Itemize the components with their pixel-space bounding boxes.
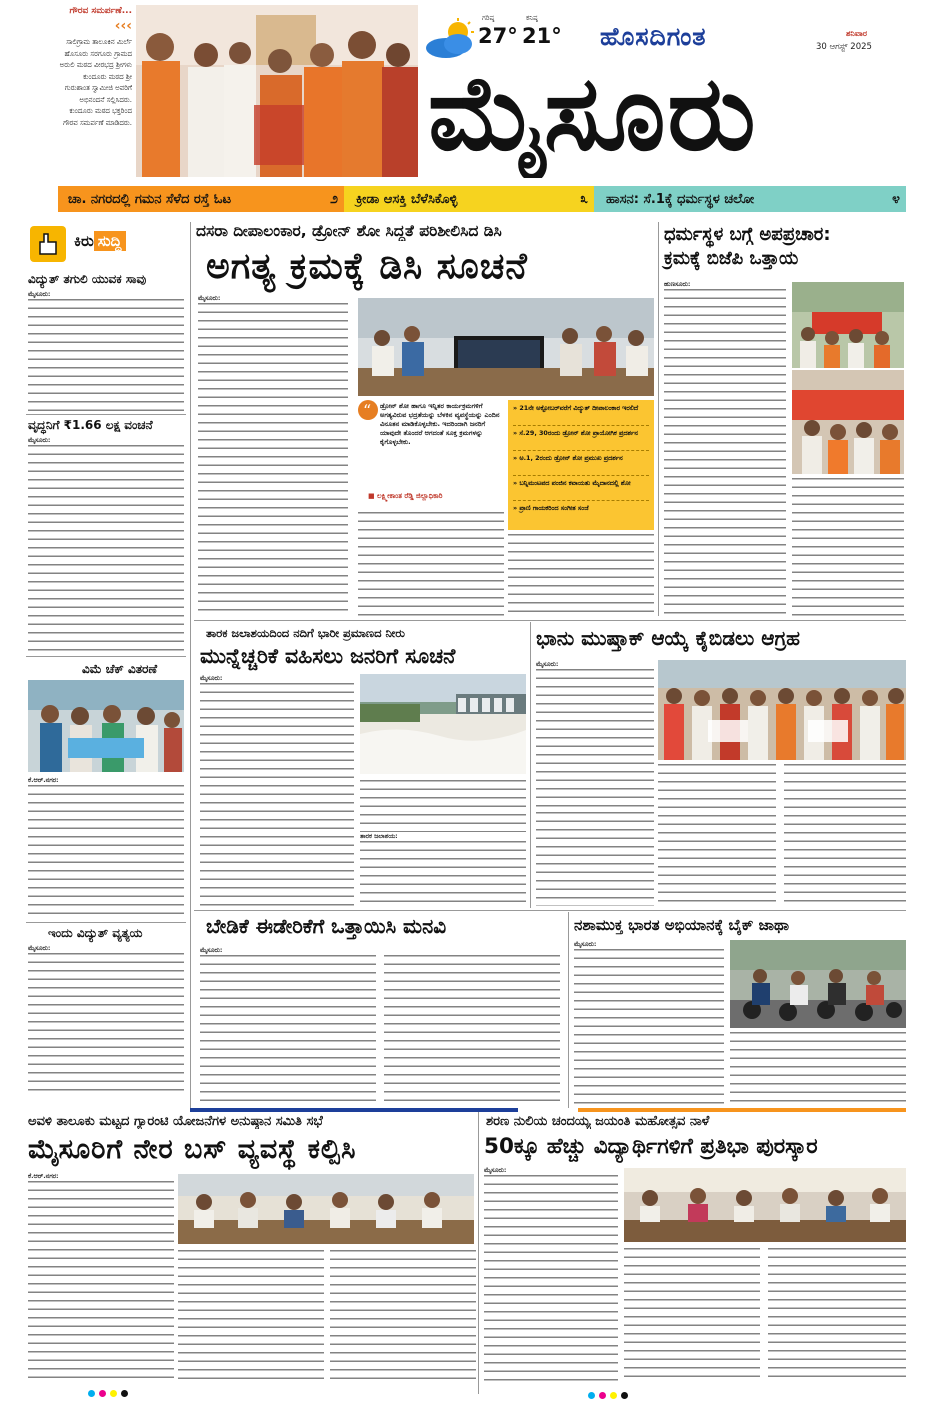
award-place: ಮೈಸೂರು: (484, 1166, 507, 1174)
bedike-body (200, 946, 560, 1106)
nasha-photo (730, 940, 906, 1028)
nasha-headline: ನಶಾಮುಕ್ತ ಭಾರತ ಅಭಿಯಾನಕ್ಕೆ ಬೈಕ್ ಜಾಥಾ (574, 916, 790, 934)
lead-place: ಮೈಸೂರು: (198, 294, 221, 302)
rt-place: ಹುಣಸೂರು: (664, 280, 691, 288)
bus-col-3 (330, 1250, 476, 1384)
banu-col-3 (784, 764, 906, 906)
rt-headline-1: ಧರ್ಮಸ್ಥಳ ಬಗ್ಗೆ ಅಪಪ್ರಚಾರ: (664, 224, 831, 245)
lead-quote-box (358, 400, 506, 508)
dam-place-2: ತಾರಕ ಜಲಾಶಯ: (360, 832, 398, 840)
weather-low-label: ಕನಿಷ್ಠ (526, 14, 538, 22)
kiru-item-1-title: ವಿದ್ಯುತ್ ತಗುಲಿ ಯುವಕ ಸಾವು (28, 272, 147, 286)
strip-item-2-page: ೩ (580, 191, 588, 207)
award-col-1 (484, 1166, 618, 1384)
strip-item-2-label: ಕ್ರೀಡಾ ಆಸಕ್ತಿ ಬೆಳೆಸಿಕೊಳ್ಳಿ (356, 191, 458, 207)
bus-headline: ಮೈಸೂರಿಗೆ ನೇರ ಬಸ್ ವ್ಯವಸ್ಥೆ ಕಲ್ಪಿಸಿ (28, 1134, 357, 1165)
registration-marks-left (88, 1390, 128, 1397)
lead-bullet-2: » ಸೆ.29, 30ರಂದು ಡ್ರೋನ್ ಶೋ ಪ್ರಾಯೋಗಿಕ ಪ್ರದರ್ಶನ (513, 429, 649, 451)
quote-icon (358, 400, 378, 420)
lead-bullets-box (508, 400, 654, 530)
date-label: 30 ಆಗಸ್ಟ್ 2025 (816, 42, 872, 52)
strip-item-3-page: ೪ (892, 191, 900, 207)
lead-bullet-5: » ಪ್ರಾಣಿ ಗಾಯಕರಿಂದ ಸಂಗೀತ ಸಂಜೆ (513, 504, 589, 512)
rt-headline-2: ಕ್ರಮಕ್ಕೆ ಬಿಜೆಪಿ ಒತ್ತಾಯ (664, 248, 799, 269)
rt-col-2 (792, 478, 904, 618)
lead-photo (358, 298, 654, 396)
banu-col-2 (658, 764, 776, 906)
dam-photo (360, 674, 526, 774)
registration-marks-right (588, 1392, 628, 1399)
bus-place: ಕೆ.ಆರ್.ನಗರ: (28, 1172, 59, 1180)
banu-col-1b (536, 812, 654, 906)
rt-photo-1 (792, 282, 904, 368)
day-label: ಶನಿವಾರ (846, 29, 868, 38)
hand-icon (26, 224, 70, 264)
bus-col-2 (178, 1250, 324, 1384)
bus-photo (178, 1174, 474, 1244)
lead-quote: ಡ್ರೋನ್ ಶೋ ಹಾಗೂ ಇನ್ನಿತರ ಕಾರ್ಯಕ್ರಮಗಳಿಗೆ ಅಗತ್ಯವಿರುವ ಭದ್ರತೆಯನ್ನು ಬೆಳಕಿನ ವ್ಯವಸ್ಥೆಯನ್ನು ಎಂದಿನ ವಿನೂತನ ಮಾಡಿಕೊಳ್ಳಬೇಕು. ಇದರಿಂದಾಗಿ ಜನರಿಗೆ ಯಾವುದೇ ತೊಂದರೆ ಆಗದಂತೆ ಸೂಕ್ತ ಕ್ರಮಗಳನ್ನು ಕೈಗೊಳ್ಳಬೇಕು. (380, 402, 500, 446)
bedike-headline: ಬೇಡಿಕೆ ಈಡೇರಿಕೆಗೆ ಒತ್ತಾಯಿಸಿ ಮನವಿ (206, 914, 447, 938)
dam-headline: ಮುನ್ನೆಚ್ಚರಿಕೆ ವಹಿಸಲು ಜನರಿಗೆ ಸೂಚನೆ (200, 644, 456, 668)
rt-col-1 (664, 280, 786, 618)
nasha-col-1 (574, 940, 724, 1106)
lead-col-2 (358, 512, 504, 616)
bus-col-1 (28, 1172, 174, 1384)
lead-quote-by: ■ ಲಕ್ಷ್ಮೀಕಾಂತ ರೆಡ್ಡಿ ಜಿಲ್ಲಾಧಿಕಾರಿ (368, 492, 443, 500)
strip-item-3-label: ಹಾಸನ: ಸೆ.1ಕ್ಕೆ ಧರ್ಮಸ್ಥಳ ಚಲೋ (606, 191, 755, 207)
kiru-item-3-title: ವಿಮೆ ಚೆಕ್ ವಿತರಣೆ (82, 662, 158, 676)
strip-item-1[interactable] (58, 186, 344, 212)
kiru-item-2-place: ಮೈಸೂರು: (28, 436, 51, 444)
kiru-item-3-place: ಕೆ.ಆರ್.ನಗರ: (28, 776, 59, 784)
banu-place: ಮೈಸೂರು: (536, 660, 559, 668)
nasha-col-2 (730, 1032, 906, 1106)
dam-kicker: ತಾರಕ ಜಲಾಶಯದಿಂದ ನದಿಗೆ ಭಾರೀ ಪ್ರಮಾಣದ ನೀರು (206, 626, 405, 640)
strip-item-3[interactable] (594, 186, 906, 212)
insurance-photo (28, 680, 184, 772)
lead-col-1 (198, 294, 348, 616)
lead-kicker: ದಸರಾ ದೀಪಾಲಂಕಾರ, ಡ್ರೋನ್ ಶೋ ಸಿದ್ಧತೆ ಪರಿಶೀಲಿಸಿದ ಡಿಸಿ (196, 222, 502, 240)
kiru-item-2-title: ವೃದ್ಧನಿಗೆ ₹1.66 ಲಕ್ಷ ವಂಚನೆ (28, 418, 153, 432)
dam-col-1 (200, 674, 354, 906)
kiru-item-1-body (28, 290, 184, 412)
kiru-item-3-body (28, 776, 184, 918)
award-col-3 (768, 1248, 906, 1384)
kiru-label: ಕಿರು (74, 232, 94, 250)
lead-col-3 (508, 534, 654, 616)
kiru-suddi-header (26, 222, 186, 266)
bedike-place: ಮೈಸೂರು: (200, 946, 223, 954)
award-headline: 50ಕ್ಕೂ ಹೆಚ್ಚು ವಿದ್ಯಾರ್ಥಿಗಳಿಗೆ ಪ್ರತಿಭಾ ಪುರಸ್ಕಾರ (484, 1134, 818, 1159)
award-kicker: ಶರಣ ನುಲಿಯ ಚಂದಯ್ಯ ಜಯಂತಿ ಮಹೋತ್ಸವ ನಾಳೆ (486, 1114, 710, 1129)
dam-place: ಮೈಸೂರು: (200, 674, 223, 682)
section-divider (190, 1108, 906, 1112)
bus-kicker: ಅವಳಿ ತಾಲೂಕು ಮಟ್ಟದ ಗ್ಯಾರಂಟಿ ಯೋಜನೆಗಳ ಅನುಷ್ಠಾನ ಸಮಿತಿ ಸಭೆ (28, 1114, 323, 1129)
weather-high-label: ಗರಿಷ್ಠ (482, 14, 495, 22)
masthead-caption: ಸಾಲಿಗ್ರಾಮ ತಾಲೂಕಿನ ಮಿರ್ಲೆ ಹೊಸೂರು ಸರಗೂರು ಗ್ರಾಮದ ಅರುಲಿ ಮಠದ ವೀರಭದ್ರ ಶ್ರೀಗಳು ಕುಂದೂರು ಮಠದ ಶ್ರೀ ಗುರುಶಾಂತ ಸ್ವಾಮೀಜಿ ಅವರಿಗೆ ಅಭಿನಂದನೆ ಸಲ್ಲಿಸಿದರು. ಕುಂದೂರು ಮಠದ ಭಕ್ತರಿಂದ ಗೌರವ ಸಮರ್ಪಣೆ ಮಾಡಿದರು. (59, 38, 132, 127)
weather-high: 27° (478, 24, 518, 48)
strip-item-1-page: ೨ (330, 191, 338, 207)
lead-bullet-3: » ಅ.1, 2ರಂದು ಡ್ರೋನ್ ಶೋ ಪ್ರಮುಖ ಪ್ರದರ್ಶನ (513, 454, 649, 476)
strip-item-1-label: ಚಾ. ನಗರದಲ್ಲಿ ಗಮನ ಸೆಳೆದ ರಸ್ತೆ ಓಟ (68, 191, 232, 207)
masthead-caption-box (58, 6, 132, 178)
nasha-place: ಮೈಸೂರು: (574, 940, 597, 948)
masthead-photo (136, 5, 418, 177)
strip-item-2[interactable] (344, 186, 594, 212)
chevron-left-icon: ‹‹‹ (114, 18, 132, 34)
kiru-item-4-body (28, 944, 184, 1094)
kiru-item-4-title: ಇಂದು ವಿದ್ಯುತ್ ವ್ಯತ್ಯಯ (48, 926, 143, 940)
banu-col-1 (536, 660, 654, 810)
gourava-label: ಗೌರವ ಸಮರ್ಪಣೆ... (69, 6, 132, 16)
rt-photo-2 (792, 370, 904, 474)
kiru-item-2-body (28, 436, 184, 654)
svg-text:“: “ (363, 401, 372, 420)
suddi-label: ಸುದ್ದಿ (94, 231, 126, 251)
edition-title: ಮೈಸೂರು (428, 52, 758, 174)
banu-headline: ಭಾನು ಮುಷ್ತಾಕ್ ಆಯ್ಕೆ ಕೈಬಿಡಲು ಆಗ್ರಹ (536, 626, 800, 650)
kiru-item-4-place: ಮೈಸೂರು: (28, 944, 51, 952)
banu-photo (658, 660, 906, 760)
kiru-item-1-place: ಮೈಸೂರು: (28, 290, 51, 298)
lead-bullet-1: » 21ನೇ ಅಕ್ಟೋಬರ್‌ವರೆಗೆ ವಿದ್ಯುತ್ ದೀಪಾಲಂಕಾರ ಇರಲಿದೆ (513, 404, 649, 426)
lead-headline: ಅಗತ್ಯ ಕ್ರಮಕ್ಕೆ ಡಿಸಿ ಸೂಚನೆ (206, 246, 528, 287)
dam-col-2 (360, 780, 526, 906)
paper-logo: ಹೊಸದಿಗಂತ (600, 22, 707, 51)
weather-low: 21° (522, 24, 562, 48)
award-col-2 (624, 1248, 760, 1384)
award-photo (624, 1168, 906, 1242)
lead-bullet-4: » ಬನ್ನಿಮಂಟಪದ ಪಂಜಿನ ಕವಾಯತು ಮೈದಾನದಲ್ಲಿ ಶೋ (513, 479, 649, 501)
